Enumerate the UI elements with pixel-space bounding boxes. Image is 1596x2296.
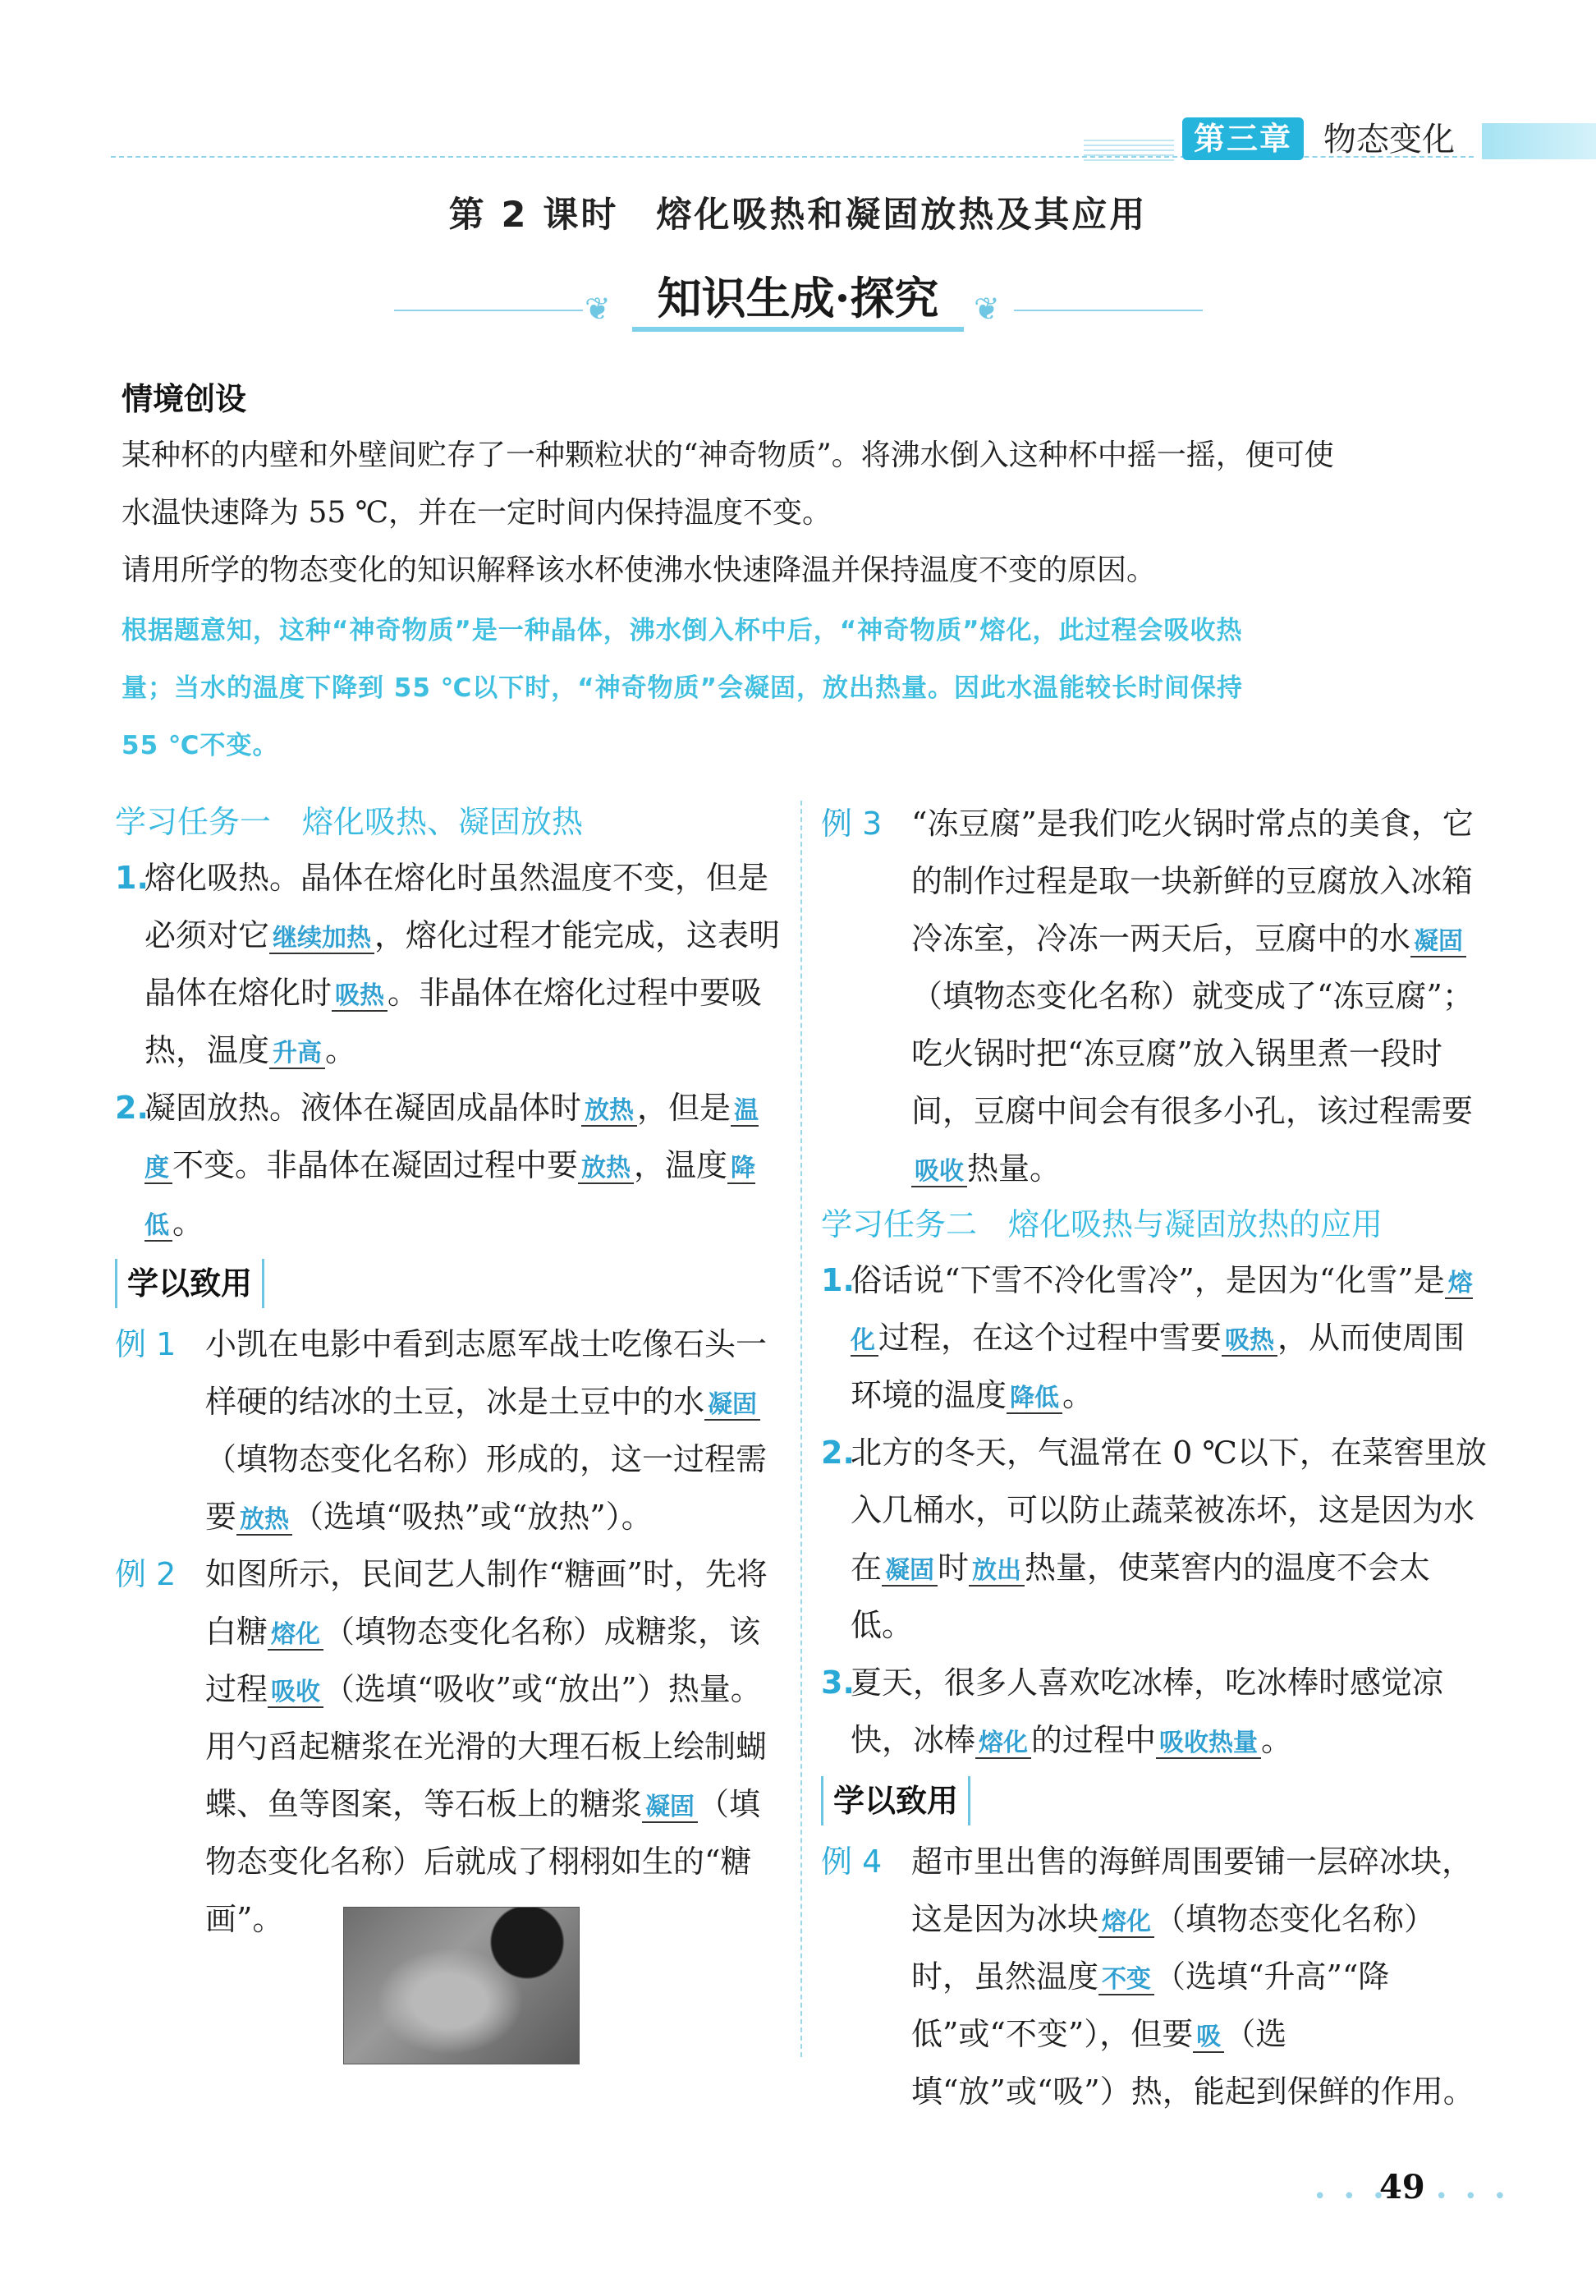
item-number: 1. (115, 860, 149, 896)
header-bar (1482, 123, 1596, 159)
answer-blank: 凝固 (642, 1793, 698, 1823)
sugar-painting-photo (343, 1907, 580, 2064)
right-column (821, 795, 1490, 2120)
apply-heading-left: 学以致用 (115, 1259, 264, 1308)
answer-blank: 吸收 (911, 1157, 967, 1187)
answer-line: 量；当水的温度下降到 55 ℃以下时，“神奇物质”会凝固，放出热量。因此水温能较长时间保持 (122, 673, 1244, 703)
answer-blank: 凝固 (704, 1390, 760, 1421)
item-text: ，温度 (634, 1147, 728, 1183)
answer-blank: 凝固 (1410, 927, 1466, 957)
answer-blank: 吸热 (332, 981, 388, 1012)
example-text: （选填“吸热”或“放热”）。 (292, 1499, 653, 1535)
task-two-heading: 学习任务二 熔化吸热与凝固放热的应用 (821, 1206, 1383, 1242)
apply-heading-right: 学以致用 (821, 1776, 970, 1825)
item-text: 熔化吸热。晶体在熔化时虽然温度不变，但是必须对它 (144, 860, 769, 953)
example-label: 例 2 (115, 1556, 177, 1592)
intro-line: 某种杯的内壁和外壁间贮存了一种颗粒状的“神奇物质”。将沸水倒入这种杯中摇一摇，便可使 (122, 439, 1334, 472)
section-banner: 知识生成·探究 (632, 269, 964, 332)
example-text: （选填“吸收”或“放出”）热量。用勺舀起糖浆在光滑的大理石板上绘制蝴蝶、鱼等图案，等石板上的糖浆 (205, 1671, 768, 1822)
page-number-dots-left: • • • (1314, 2184, 1390, 2209)
example-label: 例 3 (821, 806, 883, 842)
answer-blank: 放热 (236, 1505, 292, 1536)
item-text: 俗话说“下雪不冷化雪冷”，是因为“化雪”是 (851, 1262, 1445, 1298)
example-text: （填物态变化名称）形成的，这一过程需要 (205, 1441, 768, 1535)
answer-blank: 吸收热量 (1156, 1729, 1261, 1759)
chapter-badge: 第三章 (1182, 117, 1304, 160)
answer-blank: 放出 (969, 1556, 1025, 1587)
answer-blank: 降低 (144, 1154, 756, 1240)
answer-line: 根据题意知，这种“神奇物质”是一种晶体，沸水倒入杯中后，“神奇物质”熔化，此过程会吸收热 (122, 616, 1243, 645)
task2-item-1 (821, 1251, 1490, 1424)
intro-line: 请用所学的物态变化的知识解释该水杯使沸水快速降温并保持温度不变的原因。 (122, 553, 1157, 587)
item-text: 热量，使菜窖内的温度不会太低。 (851, 1550, 1431, 1643)
example-3 (821, 795, 1490, 1197)
item-number: 1. (821, 1262, 855, 1298)
page-number: 49 (1379, 2168, 1425, 2206)
item-text: 。 (1062, 1377, 1094, 1413)
item-number: 2. (115, 1090, 149, 1126)
answer-blank: 吸收 (268, 1678, 323, 1708)
page-number-dots-right: • • • (1435, 2184, 1511, 2209)
chapter-name: 物态变化 (1323, 121, 1455, 158)
header-decoration (1084, 140, 1174, 164)
item-text: 。非晶体在熔化过程中要吸热，温度 (144, 975, 763, 1068)
example-4 (821, 1833, 1490, 2120)
column-divider (800, 801, 802, 2057)
item-text: 的过程中 (1031, 1722, 1157, 1758)
item-text: 。 (172, 1205, 204, 1241)
example-text: （填物态变化名称）成糖浆，该过程 (205, 1614, 761, 1707)
item-text: 凝固放热。液体在凝固成晶体时 (144, 1090, 582, 1126)
example-text: 热量。 (967, 1150, 1062, 1187)
answer-blank: 熔化 (851, 1269, 1473, 1355)
answer-blank: 吸热 (1222, 1326, 1277, 1357)
answer-blank: 熔化 (1098, 1908, 1154, 1938)
answer-blank: 吸 (1193, 2023, 1224, 2053)
item-text: ，但是 (637, 1090, 732, 1126)
example-label: 例 4 (821, 1844, 883, 1880)
answer-blank: 不变 (1098, 1965, 1154, 1995)
example-1 (115, 1316, 784, 1545)
example-text: 小凯在电影中看到志愿军战士吃像石头一样硬的结冰的土豆，冰是土豆中的水 (205, 1326, 768, 1420)
example-text: 如图所示，民间艺人制作“糖画”时，先将白糖 (205, 1556, 768, 1650)
item-text: 不变。非晶体在凝固过程中要 (172, 1147, 579, 1183)
answer-blank: 温度 (144, 1096, 759, 1182)
item-text: 。 (1261, 1722, 1293, 1758)
intro-text (122, 427, 1476, 599)
answer-blank: 放热 (581, 1096, 637, 1127)
example-text: 超市里出售的海鲜周围要铺一层碎冰块，这是因为冰块 (911, 1844, 1474, 1937)
item-text: 北方的冬天，气温常在 0 ℃以下，在菜窖里放入几桶水，可以防止蔬菜被冻坏，这是因为水在 (851, 1435, 1487, 1586)
task2-item-3 (821, 1654, 1490, 1769)
banner-rule-right (1014, 310, 1203, 311)
item-text: 过程，在这个过程中雪要 (878, 1320, 1222, 1356)
item-text: 。 (325, 1032, 357, 1068)
answer-blank: 熔化 (268, 1620, 323, 1651)
banner-ornament-left: ❦ (585, 291, 611, 327)
left-column (115, 795, 784, 1948)
answer-blank: 凝固 (882, 1556, 938, 1587)
example-text: “冻豆腐”是我们吃火锅时常点的美食，它的制作过程是取一块新鲜的豆腐放入冰箱冷冻室，冷冻一两天后，豆腐中的水 (911, 806, 1474, 957)
task1-item-2 (115, 1079, 784, 1251)
example-text: （填物态变化名称）后就成了栩栩如生的“糖画”。 (205, 1786, 761, 1937)
item-number: 3. (821, 1665, 855, 1701)
task1-item-1 (115, 849, 784, 1079)
answer-blank: 放热 (578, 1154, 634, 1184)
example-label: 例 1 (115, 1326, 177, 1362)
banner-ornament-right: ❦ (974, 291, 1000, 327)
answer-blank: 降低 (1007, 1384, 1062, 1414)
example-text: （填物态变化名称）就变成了“冻豆腐”；吃火锅时把“冻豆腐”放入锅里煮一段时间，豆腐中间会有很多小孔，该过程需要 (911, 978, 1474, 1129)
example-text: （填物态变化名称）时，虽然温度 (911, 1901, 1436, 1995)
item-text: 夏天，很多人喜欢吃冰棒，吃冰棒时感觉凉快，冰棒 (851, 1665, 1444, 1758)
item-text: ，从而使周围环境的温度 (851, 1320, 1465, 1413)
intro-label: 情境创设 (122, 381, 247, 417)
answer-blank: 升高 (269, 1039, 325, 1069)
item-number: 2. (821, 1435, 855, 1471)
answer-blank: 熔化 (975, 1729, 1031, 1759)
example-2 (115, 1545, 784, 1948)
answer-line: 55 ℃不变。 (122, 731, 279, 760)
banner-rule-left (394, 310, 583, 311)
item-text: 时 (938, 1550, 970, 1586)
intro-line: 水温快速降为 55 ℃，并在一定时间内保持温度不变。 (122, 496, 832, 530)
example-text: （选填“升高”“降低”或“不变”），但要 (911, 1958, 1390, 2052)
item-text: ，熔化过程才能完成，这表明晶体在熔化时 (144, 917, 781, 1011)
example-text: （选填“放”或“吸”）热，能起到保鲜的作用。 (911, 2016, 1474, 2110)
task-one-heading: 学习任务一 熔化吸热、凝固放热 (115, 804, 584, 840)
task2-item-2 (821, 1424, 1490, 1654)
lesson-title: 第 2 课时 熔化吸热和凝固放热及其应用 (448, 195, 1148, 236)
intro-answer (122, 602, 1476, 774)
answer-blank: 继续加热 (269, 924, 374, 954)
